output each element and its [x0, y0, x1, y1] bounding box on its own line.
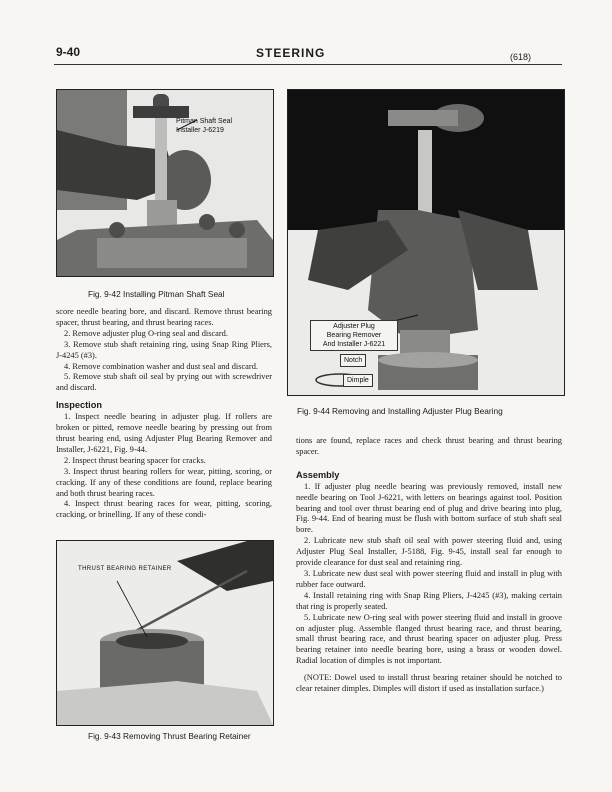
fig-9-42-callout-line1: Pitman Shaft Seal	[176, 118, 233, 125]
right-continuation: tions are found, replace races and check thrust bearing and thrust bearing spacer.	[296, 436, 562, 456]
fig-9-42-photo	[56, 89, 274, 277]
fig-9-44-notch-label: Notch	[340, 354, 366, 367]
section-title: STEERING	[256, 46, 326, 60]
left-para-1: score needle bearing bore, and discard. Remove thrust bearing spacer, thrust bearing, and thrust bearing races.	[56, 307, 272, 327]
fig-9-43-callout: THRUST BEARING RETAINER	[78, 566, 172, 572]
fig-9-43-caption: Fig. 9-43 Removing Thrust Bearing Retainer	[88, 731, 251, 741]
left-step-2: 2. Remove adjuster plug O-ring seal and discard.	[64, 328, 228, 338]
left-step-5: 5. Remove stub shaft oil seal by prying out with screwdriver and discard.	[56, 372, 272, 393]
fig-9-44-dimple-label: Dimple	[343, 374, 373, 387]
inspection-step-3: 3. Inspect thrust bearing rollers for wear, pitting, scoring, or cracking. If any of these conditions are found, replace bearing and both thrust bearing races.	[56, 466, 272, 498]
fig-9-44-callout	[310, 320, 398, 351]
fig-9-42-callout	[173, 116, 235, 136]
assembly-heading: Assembly	[296, 469, 340, 480]
fig-9-44-callout-line1: Adjuster Plug	[333, 323, 375, 330]
assembly-step-5: 5. Lubricate new O-ring seal with power steering fluid and install in groove on adjuster plug. Assemble flanged thrust bearing race, and thrust bearing, small thrust bearing race, and thrust bearing spacer on adjuster plug. Press bearing retainer into needle bearing bore, using a brass or wooden dowel. Radial location of dimples is not important.	[296, 612, 562, 666]
inspection-heading: Inspection	[56, 400, 102, 411]
left-column	[56, 307, 272, 521]
right-column	[296, 436, 562, 695]
assembly-step-4: 4. Install retaining ring with Snap Ring Pliers, J-4245 (#3), making certain that ring is properly seated.	[296, 590, 562, 611]
fig-9-44-callout-line3: And Installer J-6221	[322, 341, 386, 348]
left-step-4: 4. Remove combination washer and dust seal and discard.	[64, 361, 258, 371]
inspection-step-1: 1. Inspect needle bearing in adjuster plug. If rollers are broken or pitted, remove needle bearing by pressing out from thrust bearing end, using Adjuster Plug Bearing Remover and Installer, J-6221, Fig. 9-44.	[56, 412, 272, 454]
assembly-step-1: 1. If adjuster plug needle bearing was previously removed, install new needle bearing on Tool J-6221, with letters on bearings against tool. Position bearing and tool over thrust bearing end of plug and drive bearing into plug, Fig. 9-44. End of bearing must be flush with bottom surface of stub shaft seal bore.	[296, 481, 562, 535]
assembly-step-2: 2. Lubricate new stub shaft oil seal with power steering fluid and, using Adjuster Plug Seal Installer, J-5188, Fig. 9-45, install seal far enough to provide clearance for dust seal and retaining ring.	[296, 536, 562, 568]
fig-9-42-callout-line2: Installer J-6219	[176, 127, 224, 134]
fig-9-44-caption: Fig. 9-44 Removing and Installing Adjuster Plug Bearing	[297, 406, 503, 416]
inspection-step-2: 2. Inspect thrust bearing spacer for cracks.	[64, 455, 206, 465]
page-id: (618)	[510, 52, 532, 62]
left-step-3: 3. Remove stub shaft retaining ring, using Snap Ring Pliers, J-4245 (#3).	[56, 339, 272, 360]
header-rule	[54, 64, 562, 65]
page-number: 9-40	[56, 45, 81, 59]
assembly-step-3: 3. Lubricate new dust seal with power steering fluid and install in plug with rubber face outward.	[296, 568, 562, 589]
assembly-note: (NOTE: Dowel used to install thrust bearing retainer should be notched to clear retainer dimples. Dimples will distort if used as installation surface.)	[296, 673, 562, 694]
inspection-step-4: 4. Inspect thrust bearing races for wear, pitting, scoring, cracking, or brinelling. If any of these condi-	[56, 499, 272, 520]
fig-9-44-callout-line2: Bearing Remover	[326, 332, 382, 339]
fig-9-42-caption: Fig. 9-42 Installing Pitman Shaft Seal	[88, 289, 225, 299]
pitman-seal-install-illustration	[57, 90, 273, 276]
